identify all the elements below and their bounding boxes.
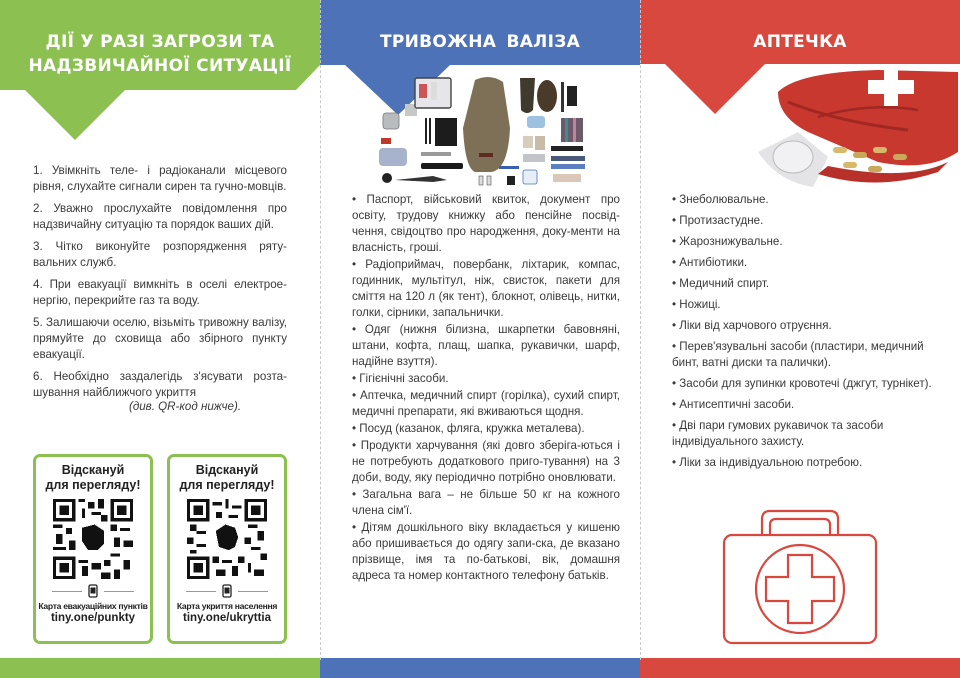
qr-card-evacuation-points[interactable] (33, 454, 153, 644)
qr-heading-line-2: для перегляду! (179, 478, 275, 492)
title-line-1: ДІЇ У РАЗІ ЗАГРОЗИ ТА (45, 32, 275, 52)
list-item: • Засоби для зупинки кровотечі (джгут, турнікет). (672, 377, 932, 390)
bottom-bar-green (0, 658, 320, 678)
scan-hint (182, 584, 272, 598)
list-item: • Протизастудне. (672, 214, 764, 227)
title-line-2: НАДЗВИЧАЙНОЇ СИТУАЦІЇ (28, 56, 292, 76)
qr-heading (36, 463, 150, 493)
list-item: • Дві пари гумових рукавичок та засоби індивідуального захисту. (672, 419, 884, 448)
qr-caption: Карта укриття населення (176, 601, 278, 611)
step-item: 1. Увімкніть теле- і радіоканали місцевого рівня, слухайте сигнали сирен та гучно-мовців. (33, 164, 287, 193)
first-aid-kit-icon (720, 505, 880, 647)
step-item: 3. Чітко виконуйте розпорядження ряту-вальних служб. (33, 240, 287, 269)
bottom-bar-blue (320, 658, 640, 678)
qr-code[interactable] (53, 499, 133, 579)
qr-heading-line-2: для перегляду! (45, 478, 141, 492)
list-item: • Антисептичні засоби. (672, 398, 795, 411)
list-item: • Паспорт, військовий квиток, документ про освіту, трудову книжку або пенсійне посвід-чення, свідоцтво про народження, доку-менти на власність, гроші. (352, 193, 620, 254)
list-item: • Продукти харчування (які довго зберіга-ються і не потребують додаткового приго-тування) на 3 доби, воду, яку періодично потрібно оновлювати. (352, 439, 620, 484)
qr-caption: Карта евакуаційних пунктів (38, 601, 148, 611)
qr-card-shelters[interactable] (167, 454, 287, 644)
qr-link[interactable]: tiny.one/punkty (50, 612, 136, 624)
step-item: 2. Уважно прослухайте повідомлення про надзвичайну ситуацію та порядок ваших дій. (33, 202, 287, 231)
list-item: • Жарознижувальне. (672, 235, 783, 248)
panel-title (0, 30, 320, 78)
fold-line (640, 0, 641, 660)
step-item: 4. При евакуації вимкніть в оселі електрое-нергію, перекрийте газ та воду. (33, 278, 287, 307)
list-item: • Медичний спирт. (672, 277, 770, 290)
scan-hint (48, 584, 138, 598)
list-item: • Гігієнічні засоби. (352, 372, 449, 385)
qr-code[interactable] (187, 499, 267, 579)
qr-heading-line-1: Відскануй (195, 463, 259, 477)
qr-link[interactable]: tiny.one/ukryttia (183, 612, 271, 624)
panel-title: ТРИВОЖНА ВАЛІЗА (379, 32, 581, 52)
first-aid-list (672, 192, 942, 476)
panel-first-aid-kit (640, 0, 960, 678)
list-item: • Загальна вага – не більше 50 кг на кожного члена сім'ї. (352, 488, 620, 517)
step-item: 6. Необхідно заздалегідь з'ясувати розта-шування найближчого укриття (33, 370, 287, 399)
step-item: 5. Залишаючи оселю, візьміть тривожну валізу, прямуйте до сховища або збірного пункту евакуації. (33, 316, 287, 361)
action-steps-list (33, 163, 287, 421)
list-item: • Ліки від харчового отруєння. (672, 319, 832, 332)
qr-heading-line-1: Відскануй (61, 463, 125, 477)
emergency-bag-list (352, 192, 620, 585)
list-item: • Аптечка, медичний спирт (горілка), сухий спирт, медичні препарати, які вживаються щодня. (352, 389, 620, 418)
emergency-kit-photo (375, 68, 595, 186)
list-item: • Перев'язувальні засоби (пластири, медичний бинт, ватні диски та палички). (672, 340, 924, 369)
fold-line (320, 0, 321, 660)
list-item: • Ножиці. (672, 298, 721, 311)
step-note: (див. QR-код нижче). (128, 400, 242, 413)
phone-scan-icon (87, 584, 99, 598)
phone-scan-icon (221, 584, 233, 598)
first-aid-bag-photo (758, 62, 958, 190)
list-item: • Посуд (казанок, фляга, кружка металева). (352, 422, 585, 435)
list-item: • Знеболювальне. (672, 193, 769, 206)
panel-emergency-actions (0, 0, 320, 678)
list-item: • Дітям дошкільного віку вкладається у кишеню або пришивається до одягу запи-ска, де вказано прізвище, імя та по-батькові, вік, домашня адреса та номер контактного телефону батьків. (352, 521, 620, 582)
bottom-bar-red (640, 658, 960, 678)
list-item: • Радіоприймач, повербанк, ліхтарик, компас, годинник, мультітул, ніж, свисток, пакети для сміття на 120 л (як тент), блокнот, олівець, нитки, голки, сірники, запальнички. (352, 258, 620, 319)
qr-heading (170, 463, 284, 493)
list-item: • Ліки за індивідуальною потребою. (672, 456, 863, 469)
list-item: • Одяг (нижня білизна, шкарпетки бавовняні, штани, кофта, плащ, шапка, рукавички, шарф, надійне взуття). (352, 323, 620, 368)
panel-emergency-bag (320, 0, 640, 678)
panel-title: АПТЕЧКА (753, 32, 847, 52)
list-item: • Антибіотики. (672, 256, 748, 269)
